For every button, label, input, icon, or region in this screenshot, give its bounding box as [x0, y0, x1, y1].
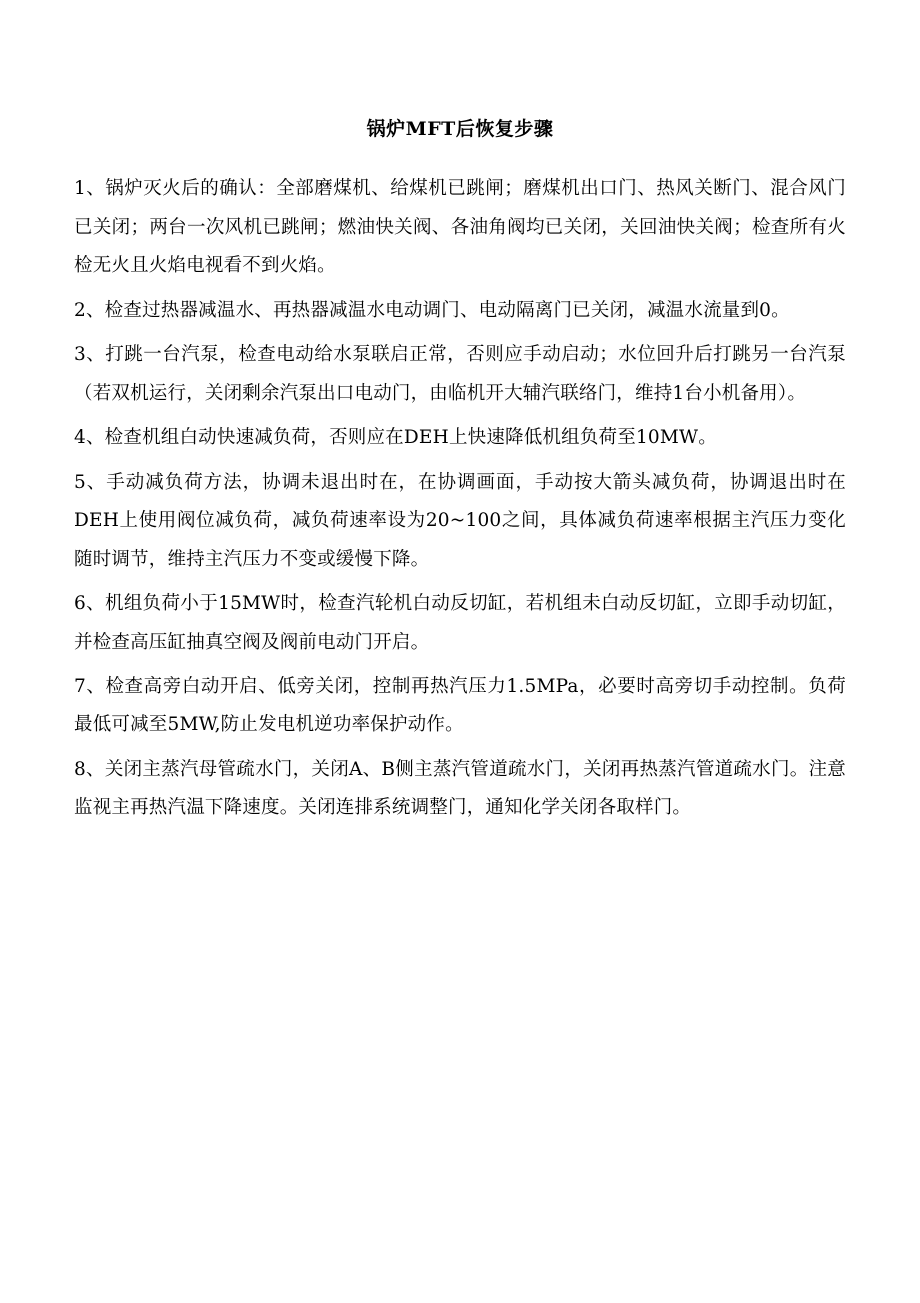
paragraph-5: 5、手动减负荷方法，协调未退出时在，在协调画面，手动按大箭头减负荷，协调退出时在DEH上使用阀位减负荷，减负荷速率设为20~100之间，具体减负荷速率根据主汽压力变化随时调节，维持主汽压力不变或缓慢下降。: [74, 471, 846, 570]
page-title: 锅炉MFT后恢复步骤: [366, 118, 554, 140]
document-body: [74, 170, 846, 828]
paragraph-8: 8、关闭主蒸汽母管疏水门，关闭A、B侧主蒸汽管道疏水门，关闭再热蒸汽管道疏水门。注意监视主再热汽温下降速度。关闭连排系统调整门，通知化学关闭各取样门。: [74, 758, 846, 819]
paragraph-2: 2、检查过热器减温水、再热器减温水电动调门、电动隔离门已关闭，减温水流量到0。: [74, 299, 790, 321]
paragraph-7: 7、检查高旁白动开启、低旁关闭，控制再热汽压力1.5MPa，必要时高旁切手动控制。负荷最低可减至5MW,防止发电机逆功率保护动作。: [74, 676, 846, 736]
paragraph-3: 3、打跳一台汽泵，检查电动给水泵联启正常，否则应手动启动；水位回升后打跳另一台汽泵（若双机运行，关闭剩余汽泵出口电动门，由临机开大辅汽联络门，维持1台小机备用）。: [74, 344, 846, 404]
paragraph-4: 4、检查机组白动快速减负荷，否则应在DEH上快速降低机组负荷至10MW。: [74, 427, 717, 449]
paragraph-1: 1、锅炉灭火后的确认：全部磨煤机、给煤机已跳闸；磨煤机出口门、热风关断门、混合风门已关闭；两台一次风机已跳闸；燃油快关阀、各油角阀均已关闭，关回油快关阀；检查所有火检无火且火焰电视看不到火焰。: [74, 178, 846, 277]
paragraph-6: 6、机组负荷小于15MW时，检查汽轮机白动反切缸，若机组未白动反切缸，立即手动切缸，并检查高压缸抽真空阀及阀前电动门开启。: [74, 593, 846, 653]
